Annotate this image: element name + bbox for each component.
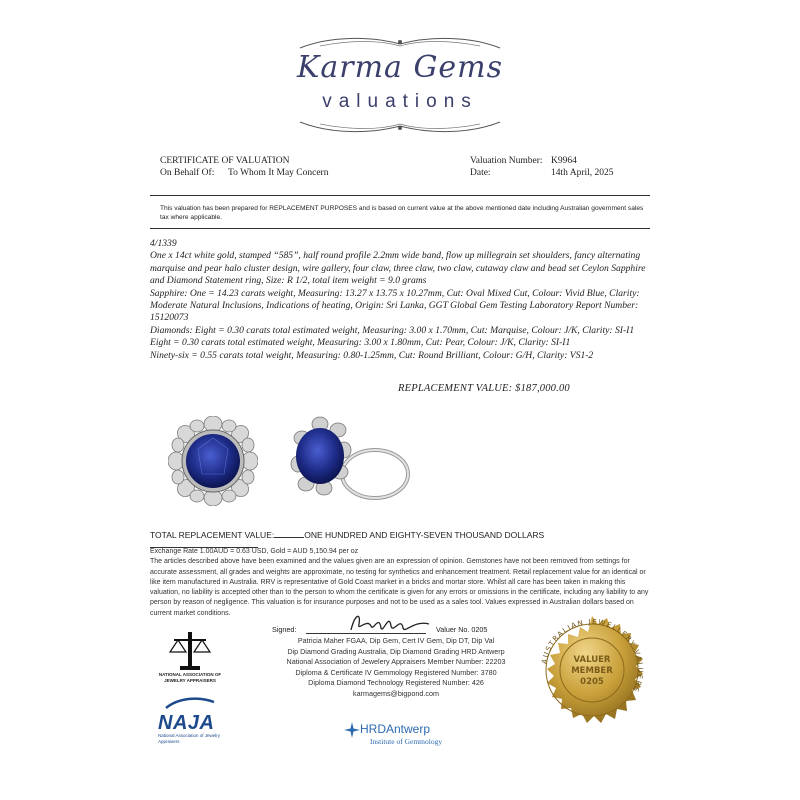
- hrd-antwerp-logo: HRDAntwerp: [360, 722, 431, 736]
- naja-logo-text: NAJA: [158, 712, 215, 734]
- naa-caption: NATIONAL ASSOCIATION OF JEWELRY APPRAISERS: [158, 672, 222, 683]
- valuation-number-label: Valuation Number:: [470, 156, 543, 166]
- ring-side-view-image: [290, 416, 410, 506]
- round-diamonds-text: Ninety-six = 0.55 carats total weight, Measuring: 0.80-1.25mm, Cut: Round Brilliant, Colour: G/H, Clarity: VS1-2: [150, 349, 594, 361]
- logo-subtitle: valuations: [322, 91, 478, 112]
- naa-scales-logo: [168, 628, 212, 672]
- logo-script: Karma Gems: [296, 50, 504, 85]
- pear-diamonds-text: Eight = 0.30 carats total estimated weight, Measuring: 3.00 x 1.80mm, Cut: Pear, Colour: J/K, Clarity: SI-I1: [150, 337, 571, 349]
- hrd-star-icon: [344, 722, 360, 738]
- gold-valuer-seal: [528, 606, 656, 734]
- valuer-credentials: [286, 636, 506, 699]
- sapphire-text: Sapphire: One = 14.23 carats weight, Measuring: 13.27 x 13.75 x 10.27mm, Cut: Oval Mixed Cut, Colour: Vivid Blue, Clarity: Moderate Natural Inclusions, Indications of heating, Origin: Sri Lanka, GGT Global Gem Testing Laboratory Report Number: 15120073: [150, 287, 640, 324]
- reference-number: 4/1339: [150, 238, 177, 249]
- purpose-note: This valuation has been prepared for REPLACEMENT PURPOSES and is based on current value at the above mentioned date including Australian government sales tax where applicable.: [160, 205, 644, 221]
- date-value: 14th April, 2025: [551, 168, 614, 178]
- exchange-rate: Exchange Rate 1.00AUD = 0.63 USD, Gold = AUD 5,150.94 per oz: [150, 548, 359, 555]
- naja-swoosh-icon: [164, 696, 216, 710]
- total-label: TOTAL REPLACEMENT VALUE:: [150, 530, 275, 540]
- behalf-label: On Behalf Of:: [160, 168, 215, 178]
- signed-label: Signed:: [272, 625, 297, 634]
- divider-top: [150, 195, 650, 196]
- seal-line-3: 0205: [580, 677, 604, 687]
- credential-line: Diploma Diamond Technology Registered Number: 426: [308, 678, 484, 687]
- certificate-title: CERTIFICATE OF VALUATION: [160, 156, 290, 166]
- hrd-subtitle: Institute of Gemmology: [370, 737, 443, 746]
- total-value: ONE HUNDRED AND EIGHTY-SEVEN THOUSAND DOLLARS: [304, 530, 545, 540]
- valuation-number: K9964: [551, 156, 577, 166]
- seal-line-1: VALUER: [573, 655, 611, 665]
- credential-line: National Association of Jewelery Appraisers Member Number: 22203: [286, 657, 506, 666]
- diamonds-text: Diamonds: Eight = 0.30 carats total estimated weight, Measuring: 3.00 x 1.70mm, Cut: Marquise, Colour: J/K, Clarity: SI-I1: [150, 324, 635, 336]
- item-text: One x 14ct white gold, stamped “585”, half round profile 2.2mm wide band, flow up millegrain set shoulders, fancy alternating marquise and pear halo cluster design, wire gallery, four claw, three claw, two claw, cutaway claw and bead set Ceylon Sapphire and Diamond Statement ring, Size: R 1/2, total item weight = 9.0 grams: [150, 250, 646, 287]
- behalf-value: To Whom It May Concern: [228, 168, 329, 178]
- item-description: [150, 238, 650, 362]
- ring-top-view-image: [168, 416, 258, 506]
- naja-caption: National Association of Jewelry Appraisers: [158, 733, 221, 744]
- karma-gems-logo: [250, 28, 550, 138]
- terms-text: The articles described above have been examined and the values given are an expression of opinion. Gemstones have not been removed from settings for accurate assessment, all grades and weights are approximate, no testing for synthetics and enhancement treatment. Retail replacement value for an identical or like item manufactured in Australia. RRV is representative of Gold Coast market in a bricks and mortar store. Whilst all care has been taken in making this valuation, no liability is accepted other than to the person to whom the certificate is given for any errors or omissions in the certificate, including any liability to any person by reason of negligence. This valuation is for insurance purposes and not to be used as a sales tool. Values expressed in Australian dollars based on current market conditions.: [150, 558, 649, 617]
- email-text: karmagems@bigpond.com: [353, 688, 439, 698]
- credential-line: Patricia Maher FGAA, Dip Gem, Cert IV Gem, Dip DT, Dip Val: [297, 636, 495, 645]
- logo-flourish-bottom: [290, 116, 510, 138]
- seal-line-2: MEMBER: [571, 666, 613, 676]
- underline-left: [274, 530, 304, 538]
- signature-image: [345, 610, 435, 638]
- replacement-value: REPLACEMENT VALUE: $187,000.00: [398, 383, 570, 394]
- credential-line: Dip Diamond Grading Australia, Dip Diamond Grading HRD Antwerp: [287, 646, 505, 656]
- seal-ring-text: AUSTRALIAN JEWELLERY VALUERS: [540, 617, 645, 695]
- credential-line: Diploma & Certificate IV Gemmology Registered Number: 3780: [295, 667, 497, 677]
- date-label: Date:: [470, 168, 491, 178]
- valuer-number: Valuer No. 0205: [436, 625, 488, 634]
- divider-mid: [150, 228, 650, 229]
